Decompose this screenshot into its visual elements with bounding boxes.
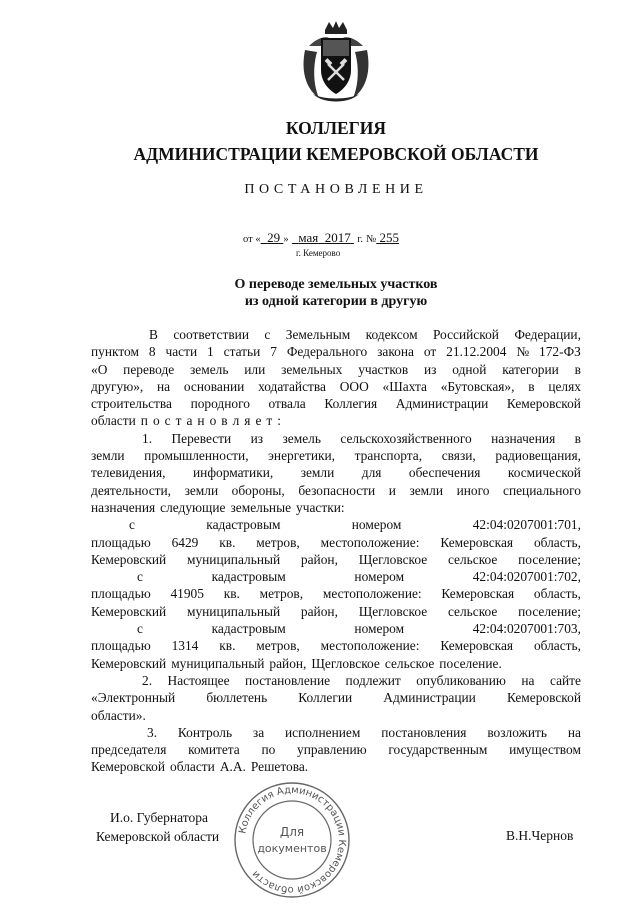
body-word: информатики,	[193, 465, 274, 481]
body-word: область,	[533, 638, 581, 654]
date-prefix: от «	[243, 234, 261, 245]
body-word: т	[266, 413, 273, 429]
body-word: категории	[502, 361, 559, 377]
body-line	[91, 378, 581, 395]
body-word: бюллетень	[206, 690, 268, 706]
document-type: ПОСТАНОВЛЕНИЕ	[244, 182, 428, 197]
body-word: деятельности,	[91, 482, 172, 498]
body-word: переводе	[123, 361, 175, 377]
body-word: соответствии	[173, 327, 249, 342]
body-word: государственным	[388, 742, 488, 758]
stamp-center-line-2: документов	[257, 842, 327, 855]
document-title-line-2: из одной категории в другую	[244, 294, 428, 309]
city: г. Кемерово	[296, 248, 341, 258]
body-word: земли	[409, 482, 444, 498]
body-word: пунктом	[91, 344, 139, 360]
body-word: т	[175, 413, 182, 429]
body-word: от	[423, 344, 437, 360]
body-word: л	[232, 413, 240, 429]
body-word: безопасности	[298, 482, 376, 498]
body-word: 172-ФЗ	[539, 344, 581, 360]
body-word: из	[250, 430, 264, 446]
body-word: земель	[190, 361, 229, 377]
body-word: или	[244, 361, 266, 377]
body-word: кв.	[219, 638, 236, 654]
body-word: площадью	[91, 638, 151, 654]
body-line	[91, 464, 581, 481]
body-word: н	[197, 413, 205, 429]
body-line	[91, 412, 581, 429]
body-word: иного	[456, 482, 490, 498]
body-word: участки:	[296, 499, 345, 515]
body-word: Щегловское	[358, 551, 428, 567]
body-word: земель	[282, 430, 321, 446]
body-word: Щегловское	[311, 655, 380, 671]
body-word: Кемеровской	[506, 396, 581, 412]
body-word: район,	[300, 551, 338, 567]
body-word: закона	[377, 344, 414, 360]
document-body	[91, 326, 581, 776]
date-year-suffix: г.	[357, 234, 363, 245]
body-word: сельское	[447, 603, 498, 619]
body-word: «Электронный	[91, 690, 176, 706]
body-word: обеспечения	[408, 465, 481, 481]
body-word: Российской	[432, 327, 499, 342]
body-word: п	[140, 413, 148, 429]
body-line	[91, 534, 581, 551]
body-word: постановление	[245, 672, 331, 688]
body-word: назначения	[91, 499, 156, 515]
body-word: Контроль	[177, 724, 233, 740]
date-month-year: мая 2017	[298, 230, 351, 245]
body-word: 1314	[171, 638, 199, 654]
body-word: для	[361, 465, 382, 481]
document-title-line-1: О переводе земельных участков	[234, 277, 438, 292]
body-word: о	[152, 413, 160, 429]
body-word: поселение;	[518, 551, 581, 567]
body-line	[91, 672, 581, 689]
body-word: области	[91, 413, 136, 429]
coat-of-arms-emblem	[299, 20, 373, 104]
body-word: с	[164, 413, 171, 429]
stamp-center-line-1: Для	[279, 825, 305, 839]
body-word: поселение.	[439, 655, 502, 671]
body-word: части	[165, 344, 198, 360]
signatory-position-line-1: И.о. Губернатора	[110, 810, 209, 825]
body-line	[91, 361, 581, 378]
body-word: номером	[354, 621, 405, 637]
body-word: район,	[269, 655, 307, 671]
body-word: Администрации	[395, 396, 489, 412]
body-word: 21.12.2004	[446, 344, 507, 360]
body-word: назначения	[491, 430, 556, 446]
body-word: земельных	[281, 361, 343, 377]
number-label: №	[366, 234, 377, 245]
body-word: Кемеровская	[441, 586, 515, 602]
body-word: район,	[300, 603, 338, 619]
body-word: муниципальный	[186, 551, 281, 567]
body-word: 7	[270, 344, 277, 360]
body-line	[91, 395, 581, 412]
body-word: на	[521, 672, 535, 688]
body-word: с	[129, 517, 135, 533]
body-line	[91, 568, 581, 585]
body-word: основании	[183, 378, 245, 394]
body-word: 42:04:0207001:702,	[472, 569, 581, 585]
body-word: председателя	[91, 742, 167, 758]
signatory-position	[96, 808, 219, 846]
body-line	[91, 707, 581, 724]
body-word: Кемеровской	[91, 759, 166, 775]
body-word: энергетики,	[268, 448, 336, 464]
body-word: участков	[358, 361, 409, 377]
stamp-ring-text: Коллегия Администрации Кемеровской области	[237, 784, 348, 896]
body-word: поселение;	[518, 603, 581, 619]
body-word: площадью	[91, 534, 151, 550]
body-word: 41905	[170, 586, 204, 602]
date-day: 29	[267, 230, 281, 245]
body-word: местоположение:	[320, 534, 420, 550]
body-line	[91, 585, 581, 602]
body-word: комитета	[188, 742, 240, 758]
body-line	[91, 499, 581, 516]
body-line	[91, 637, 581, 654]
body-word: породного	[190, 396, 250, 412]
body-word: Кемеровская	[440, 638, 514, 654]
date-line	[243, 230, 399, 246]
body-word: Настоящее	[167, 672, 230, 688]
body-word: муниципальный	[186, 603, 281, 619]
body-word: кодексом	[365, 327, 418, 342]
body-word: 6429	[171, 534, 199, 550]
body-word: с	[137, 569, 143, 585]
body-word: область,	[533, 586, 581, 602]
body-word: Кемеровский	[91, 551, 167, 567]
organization-line-2: АДМИНИСТРАЦИИ КЕМЕРОВСКОЙ ОБЛАСТИ	[133, 144, 539, 164]
body-word: подлежит	[345, 672, 401, 688]
body-word: земельные	[230, 499, 292, 515]
body-word: связи,	[441, 448, 476, 464]
body-word: местоположение:	[322, 586, 422, 602]
body-word: кв.	[219, 534, 236, 550]
body-word: В	[149, 327, 158, 342]
body-word: радиовещания,	[495, 448, 581, 464]
body-word: области».	[91, 707, 146, 723]
body-word: Федерации,	[514, 327, 581, 342]
body-word: номером	[354, 569, 405, 585]
body-word: Земельным	[285, 327, 351, 342]
body-word: опубликованию	[416, 672, 506, 688]
body-word: 42:04:0207001:701,	[472, 517, 581, 533]
body-word: 1	[207, 344, 214, 360]
body-word: е	[255, 413, 262, 429]
body-line	[91, 741, 581, 758]
body-word: а	[186, 413, 193, 429]
body-word: сайте	[549, 672, 581, 688]
body-word: сельское	[384, 655, 435, 671]
body-word: номером	[351, 517, 402, 533]
body-word: области	[170, 759, 215, 775]
body-word: метров,	[256, 534, 300, 550]
body-word: телевидения,	[91, 465, 166, 481]
body-word: одной	[452, 361, 487, 377]
body-word: земли	[300, 465, 335, 481]
body-line	[91, 724, 581, 741]
body-word: по	[261, 742, 276, 758]
body-word: и	[388, 482, 396, 498]
body-word: метров,	[259, 586, 304, 602]
body-word: обороны,	[231, 482, 285, 498]
body-word: в	[574, 361, 581, 377]
body-word: «Шахта	[382, 378, 427, 394]
body-line	[91, 758, 581, 775]
body-word: из	[424, 361, 437, 377]
body-word: за	[252, 724, 265, 740]
body-word: Решетова.	[250, 759, 309, 775]
body-word: кв.	[223, 586, 240, 602]
body-word: «О	[91, 361, 108, 377]
body-word: А.А.	[219, 759, 246, 775]
body-word: отвала	[268, 396, 306, 412]
body-word: строительства	[91, 396, 172, 412]
body-word: кадастровым	[211, 621, 286, 637]
body-word: «Бутовская»,	[440, 378, 515, 394]
body-line	[91, 655, 581, 672]
body-word: постановления	[381, 724, 467, 740]
body-word: Кемеровский	[91, 655, 167, 671]
body-word: кадастровым	[206, 517, 281, 533]
body-line	[91, 620, 581, 637]
body-word: Федерального	[286, 344, 368, 360]
body-word: земли	[91, 448, 125, 464]
body-word: статьи	[223, 344, 261, 360]
body-word: Щегловское	[358, 603, 428, 619]
body-word: муниципальный	[171, 655, 265, 671]
body-line	[91, 447, 581, 464]
body-word: 3.	[147, 724, 158, 740]
body-line	[91, 689, 581, 706]
body-line	[91, 482, 581, 499]
body-word: сельское	[447, 551, 498, 567]
body-word: управлению	[297, 742, 367, 758]
body-word: в	[574, 430, 581, 446]
body-line	[91, 551, 581, 568]
body-word: имуществом	[509, 742, 581, 758]
body-word: 42:04:0207001:703,	[472, 621, 581, 637]
body-word: площадью	[91, 586, 151, 602]
body-word: Перевести	[171, 430, 232, 446]
body-word: земли	[184, 482, 219, 498]
body-line	[91, 343, 581, 360]
body-word: с	[137, 621, 143, 637]
body-word: о	[209, 413, 217, 429]
body-word: местоположение:	[320, 638, 420, 654]
body-line	[91, 603, 581, 620]
body-word: 8	[148, 344, 156, 360]
body-word: на	[567, 724, 581, 740]
body-word: 1.	[142, 430, 153, 446]
body-word: :	[277, 413, 282, 429]
body-word: ходатайства	[258, 378, 326, 394]
body-word: я	[244, 413, 251, 429]
body-word: сельскохозяйственного	[340, 430, 472, 446]
body-word: в	[528, 378, 535, 394]
body-word: Коллегия	[324, 396, 378, 412]
document-number: 255	[379, 230, 399, 245]
body-word: исполнением	[285, 724, 361, 740]
body-word: промышленности,	[144, 448, 249, 464]
body-line	[91, 516, 581, 533]
signatory-position-line-2: Кемеровской области	[96, 829, 220, 844]
body-word: возложить	[487, 724, 547, 740]
body-word: метров,	[256, 638, 300, 654]
body-word: Кемеровский	[91, 603, 167, 619]
signatory-name: В.Н.Чернов	[506, 828, 574, 843]
body-word: Администрации	[383, 690, 476, 706]
body-word: на	[157, 378, 171, 394]
body-word: транспорта,	[354, 448, 423, 464]
official-stamp	[232, 780, 352, 900]
body-word: 2.	[142, 672, 153, 688]
body-word: Кемеровская	[440, 534, 514, 550]
body-word: №	[516, 344, 530, 360]
body-word: область,	[533, 534, 581, 550]
body-word: кадастровым	[211, 569, 286, 585]
body-line	[91, 430, 581, 447]
body-word: ООО	[339, 378, 369, 394]
body-word: следующие	[160, 499, 226, 515]
body-word: другую»,	[91, 378, 144, 394]
body-word: космической	[507, 465, 581, 481]
body-word: с	[264, 327, 271, 342]
body-word: целях	[548, 378, 581, 394]
date-mid: »	[283, 234, 289, 245]
organization-line-1: КОЛЛЕГИЯ	[285, 118, 387, 138]
body-word: Кемеровской	[506, 690, 581, 706]
body-word: в	[221, 413, 228, 429]
body-line	[91, 326, 581, 343]
body-word: Коллегии	[298, 690, 353, 706]
body-word: специального	[503, 482, 581, 498]
